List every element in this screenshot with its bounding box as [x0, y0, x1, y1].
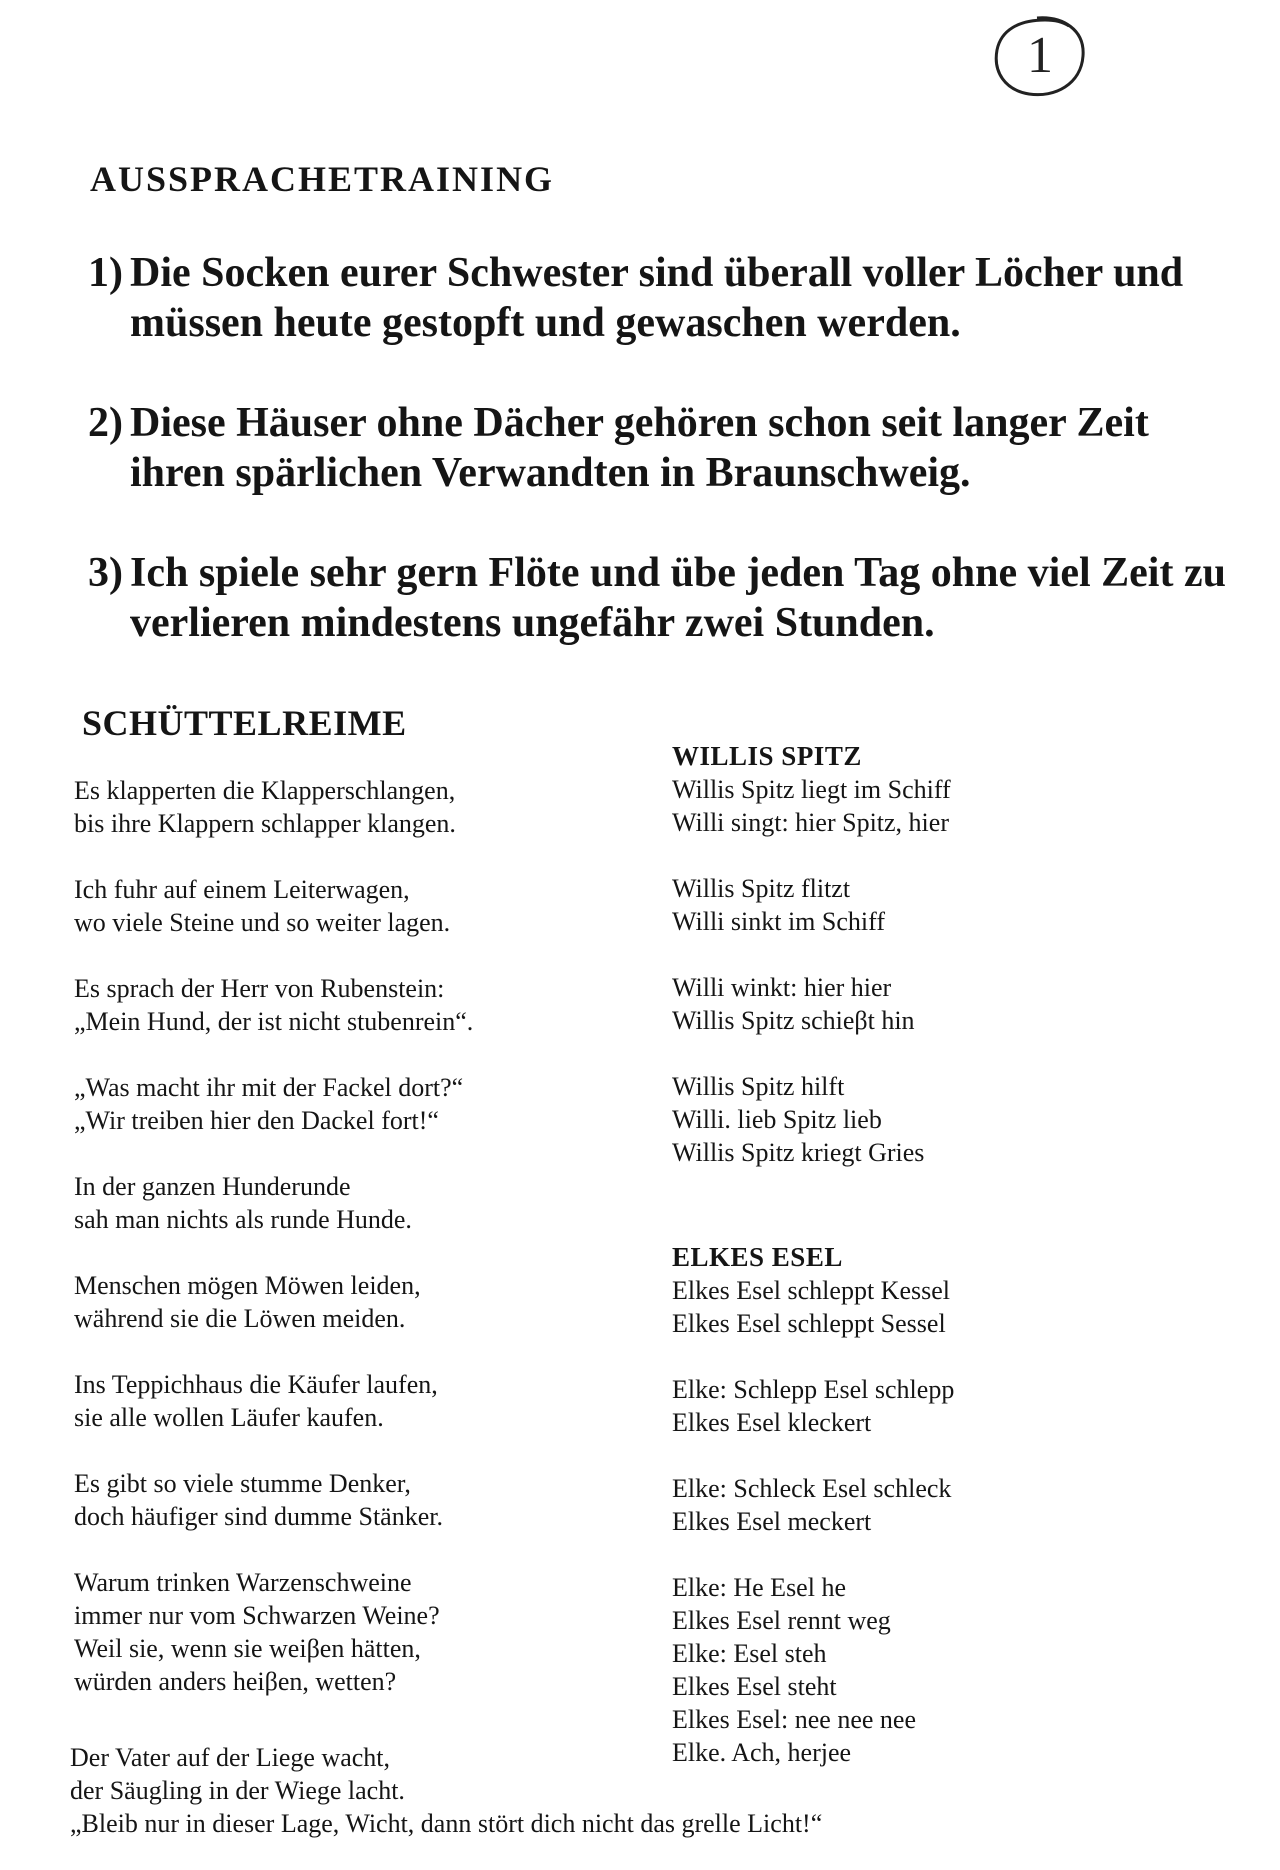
sentence-text: Diese Häuser ohne Dächer gehören schon seit langer Zeit ihren spärlichen Verwandten in Braunschweig. — [130, 400, 1149, 496]
poem-stanza — [672, 1274, 1232, 1340]
rhyme-line: In der ganzen Hunderunde — [74, 1172, 351, 1201]
rhyme — [74, 1170, 634, 1236]
rhyme — [74, 1269, 634, 1335]
poem-line: Willis Spitz flitzt — [672, 874, 851, 903]
rhyme-line: würden anders heiβen, wetten? — [74, 1667, 397, 1696]
rhyme-line: bis ihre Klappern schlapper klangen. — [74, 809, 456, 838]
sentence-number: 2) — [88, 400, 123, 446]
sentence-text: Ich spiele sehr gern Flöte und übe jeden Tag ohne viel Zeit zu verlieren mindestens ungefähr zwei Stunden. — [130, 550, 1226, 646]
rhyme-line: Es klapperten die Klapperschlangen, — [74, 776, 456, 805]
rhyme-line: Der Vater auf der Liege wacht, — [70, 1743, 391, 1772]
poem-elkes-esel — [672, 1241, 1232, 1802]
sentence-item — [88, 548, 1248, 648]
sentence-item — [88, 248, 1248, 348]
rhyme-line: Ins Teppichhaus die Käufer laufen, — [74, 1370, 438, 1399]
poem-title: WILLIS SPITZ — [672, 741, 862, 771]
rhyme-line: Ich fuhr auf einem Leiterwagen, — [74, 875, 410, 904]
poem-stanza — [672, 872, 1232, 938]
rhyme-line: immer nur vom Schwarzen Weine? — [74, 1601, 440, 1630]
poem-line: Elke. Ach, herjee — [672, 1738, 852, 1767]
rhyme-line: Es gibt so viele stumme Denker, — [74, 1469, 411, 1498]
rhyme — [74, 774, 634, 840]
page-number — [985, 12, 1095, 104]
poem-stanza — [672, 1472, 1232, 1538]
rhyme — [74, 873, 634, 939]
poem-line: Willis Spitz liegt im Schiff — [672, 775, 951, 804]
poem-line: Willis Spitz schieβt hin — [672, 1006, 915, 1035]
rhyme — [74, 972, 634, 1038]
poem-line: Elkes Esel schleppt Kessel — [672, 1276, 950, 1305]
poem-line: Elkes Esel rennt weg — [672, 1606, 891, 1635]
poem-line: Elkes Esel meckert — [672, 1507, 872, 1536]
rhyme — [74, 1368, 634, 1434]
page-number-text: 1 — [1027, 27, 1053, 84]
sentence-number: 3) — [88, 550, 123, 596]
section-title: SCHÜTTELREIME — [82, 703, 407, 743]
poem-title: ELKES ESEL — [672, 1242, 843, 1272]
poem-stanza — [672, 1373, 1232, 1439]
poem-line: Elkes Esel schleppt Sessel — [672, 1309, 946, 1338]
rhyme — [74, 1467, 634, 1533]
poem-line: Elke: Schleck Esel schleck — [672, 1474, 952, 1503]
poem-stanza — [672, 1070, 1232, 1169]
poem-line: Willi winkt: hier hier — [672, 973, 892, 1002]
rhymes-column — [74, 774, 634, 1731]
rhyme — [74, 1566, 634, 1698]
rhyme-line: während sie die Löwen meiden. — [74, 1304, 406, 1333]
rhyme — [74, 1071, 634, 1137]
rhyme-line: „Mein Hund, der ist nicht stubenrein“. — [74, 1007, 474, 1036]
sentence-text: Die Socken eurer Schwester sind überall voller Löcher und müssen heute gestopft und gewaschen werden. — [130, 250, 1184, 346]
poem-line: Willis Spitz hilft — [672, 1072, 845, 1101]
page-title: AUSSPRACHETRAINING — [90, 159, 555, 199]
poem-line: Willi. lieb Spitz lieb — [672, 1105, 882, 1134]
rhyme-line: sah man nichts als runde Hunde. — [74, 1205, 412, 1234]
rhyme-line: Weil sie, wenn sie weiβen hätten, — [74, 1634, 421, 1663]
sentence-item — [88, 398, 1248, 498]
rhyme-line: doch häufiger sind dumme Stänker. — [74, 1502, 443, 1531]
rhyme-line: der Säugling in der Wiege lacht. — [70, 1776, 405, 1805]
poem-line: Willis Spitz kriegt Gries — [672, 1138, 925, 1167]
poem-line: Elkes Esel: nee nee nee — [672, 1705, 916, 1734]
rhyme-line: „Bleib nur in dieser Lage, Wicht, dann stört dich nicht das grelle Licht!“ — [70, 1809, 823, 1838]
poem-stanza — [672, 971, 1232, 1037]
poem-line: Willi sinkt im Schiff — [672, 907, 885, 936]
poem-line: Elke: He Esel he — [672, 1573, 846, 1602]
poem-willis-spitz — [672, 740, 1232, 1202]
rhyme-line: sie alle wollen Läufer kaufen. — [74, 1403, 384, 1432]
pronunciation-sentences — [88, 248, 1248, 698]
poem-line: Willi singt: hier Spitz, hier — [672, 808, 949, 837]
rhyme-line: Warum trinken Warzenschweine — [74, 1568, 412, 1597]
sentence-number: 1) — [88, 250, 123, 296]
rhyme-line: wo viele Steine und so weiter lagen. — [74, 908, 451, 937]
poem-stanza — [672, 773, 1232, 839]
poem-line: Elke: Schlepp Esel schlepp — [672, 1375, 955, 1404]
rhyme-line: Menschen mögen Möwen leiden, — [74, 1271, 421, 1300]
poem-line: Elkes Esel kleckert — [672, 1408, 872, 1437]
poem-stanza — [672, 1571, 1232, 1769]
rhyme-line: „Was macht ihr mit der Fackel dort?“ — [74, 1073, 464, 1102]
rhyme-line: Es sprach der Herr von Rubenstein: — [74, 974, 445, 1003]
poem-line: Elkes Esel steht — [672, 1672, 837, 1701]
rhyme-line: „Wir treiben hier den Dackel fort!“ — [74, 1106, 439, 1135]
poem-line: Elke: Esel steh — [672, 1639, 827, 1668]
